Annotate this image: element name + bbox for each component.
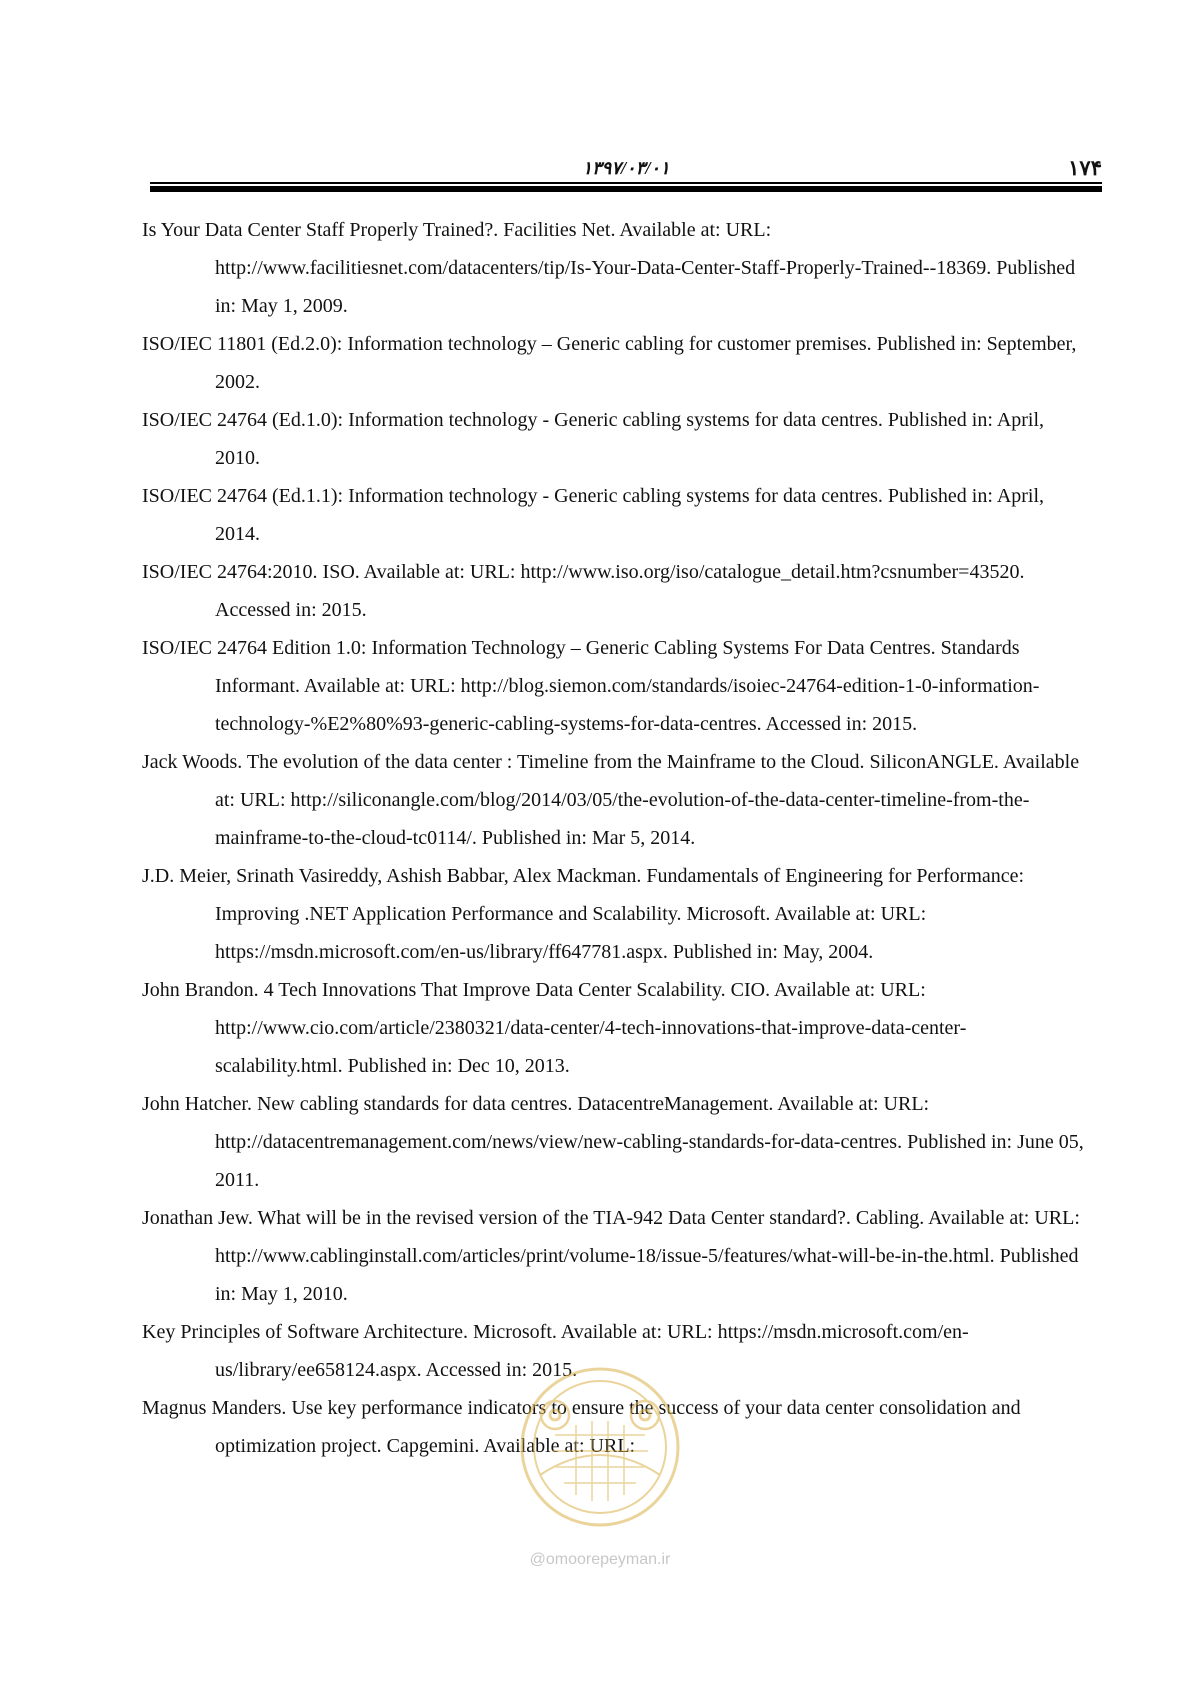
reference-entry: Jonathan Jew. What will be in the revised version of the TIA-942 Data Center standard?. Cabling. Available at: URL: http://www.cablinginstall.com/articles/print/volume-18/issue-5/features/what-will-be-in-the.html. Published in: May 1, 2010. — [142, 1207, 1080, 1305]
reference-entry: Is Your Data Center Staff Properly Trained?. Facilities Net. Available at: URL: http://www.facilitiesnet.com/datacenters/tip/Is-Your-Data-Center-Staff-Properly-Trained--18369. Published in: May 1, 2009. — [142, 219, 1076, 317]
reference-entry: ISO/IEC 24764 Edition 1.0: Information Technology – Generic Cabling Systems For Data Centres. Standards Informant. Available at: URL: http://blog.siemon.com/standards/isoiec-24764-edition-1-0-information-technology-%E2%80%93-generic-cabling-systems-for-data-centres. Accessed in: 2015. — [142, 637, 1040, 735]
reference-entry: Key Principles of Software Architecture. Microsoft. Available at: URL: https://msdn.microsoft.com/en-us/library/ee658124.aspx. Accessed in: 2015. — [142, 1321, 969, 1381]
watermark-text: @omoorepeyman.ir — [529, 1551, 671, 1568]
reference-entry: ISO/IEC 11801 (Ed.2.0): Information technology – Generic cabling for customer premises. Published in: September, 2002. — [142, 333, 1077, 393]
header-rule-thick — [150, 186, 1102, 192]
header-rule-thin — [150, 182, 1102, 184]
reference-entry: John Brandon. 4 Tech Innovations That Improve Data Center Scalability. CIO. Available at: URL: http://www.cio.com/article/2380321/data-center/4-tech-innovations-that-improve-data-center-scalability.html. Published in: Dec 10, 2013. — [142, 979, 967, 1077]
reference-entry: John Hatcher. New cabling standards for data centres. DatacentreManagement. Available at: URL: http://datacentremanagement.com/news/view/new-cabling-standards-for-data-centres. Published in: June 05, 2011. — [142, 1093, 1084, 1191]
reference-entry: Jack Woods. The evolution of the data center : Timeline from the Mainframe to the Cloud. SiliconANGLE. Available at: URL: http://siliconangle.com/blog/2014/03/05/the-evolution-of-the-data-center-timeline-from-the-mainframe-to-the-cloud-tc0114/. Published in: Mar 5, 2014. — [142, 751, 1080, 849]
page-header — [150, 158, 1102, 182]
header-date: ۱۳۹۷/۰۳/۰۱ — [582, 158, 670, 178]
reference-list — [142, 211, 1090, 1465]
reference-entry: J.D. Meier, Srinath Vasireddy, Ashish Babbar, Alex Mackman. Fundamentals of Engineering for Performance: Improving .NET Application Performance and Scalability. Microsoft. Available at: URL: https://msdn.microsoft.com/en-us/library/ff647781.aspx. Published in: May, 2004. — [142, 865, 1025, 963]
reference-entry: ISO/IEC 24764 (Ed.1.1): Information technology - Generic cabling systems for data centres. Published in: April, 2014. — [142, 485, 1045, 545]
reference-entry: ISO/IEC 24764 (Ed.1.0): Information technology - Generic cabling systems for data centres. Published in: April, 2010. — [142, 409, 1045, 469]
page-number: ۱۷۴ — [1068, 156, 1102, 180]
reference-entry: ISO/IEC 24764:2010. ISO. Available at: URL: http://www.iso.org/iso/catalogue_detail.htm?csnumber=43520. Accessed in: 2015. — [142, 561, 1025, 621]
reference-entry: Magnus Manders. Use key performance indicators to ensure the success of your data center consolidation and optimization project. Capgemini. Available at: URL: — [142, 1397, 1021, 1457]
